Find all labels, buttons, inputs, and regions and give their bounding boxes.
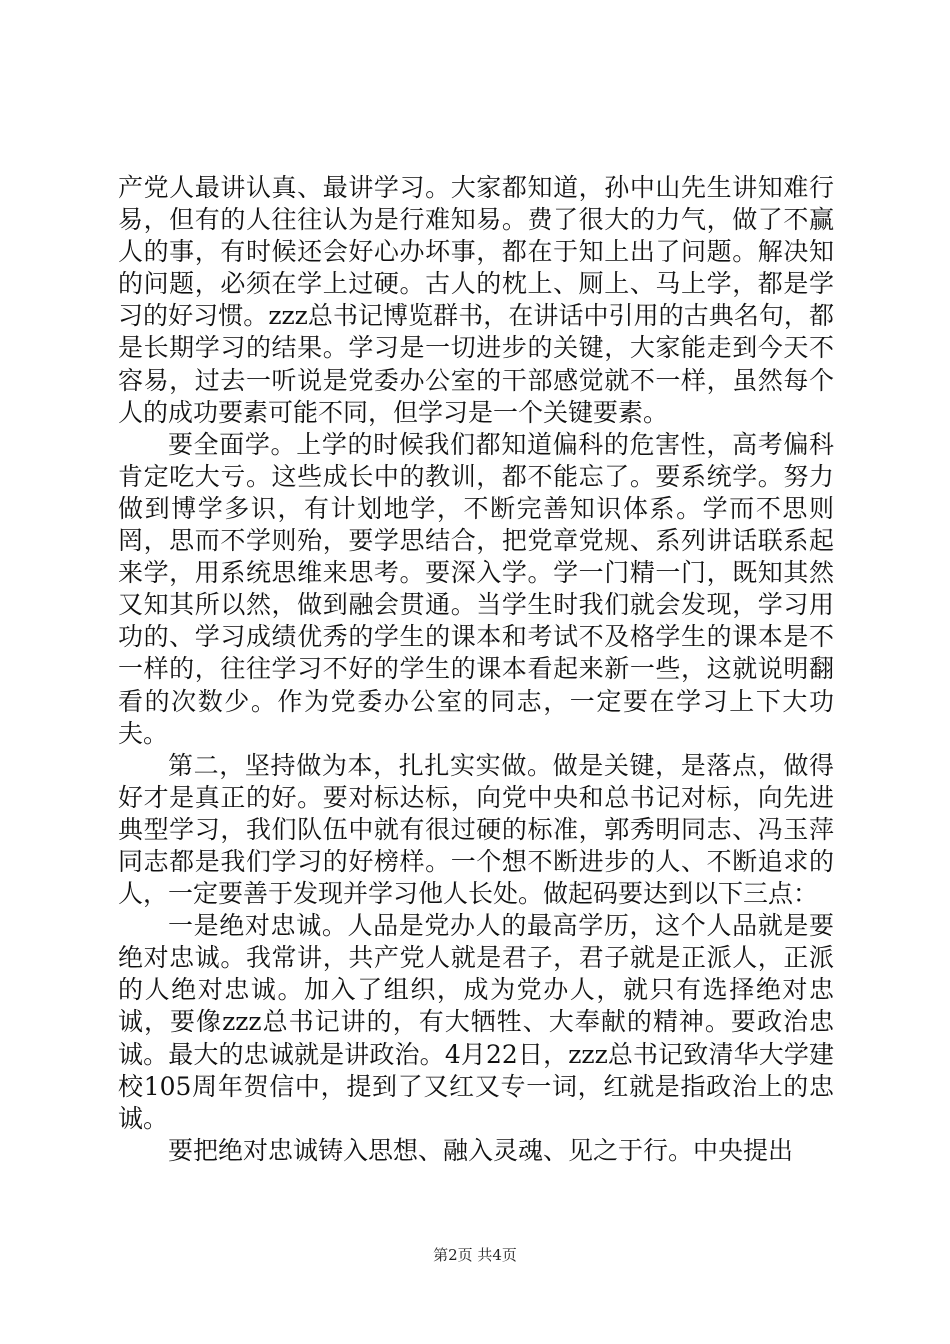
- paragraph-4: 一是绝对忠诚。人品是党办人的最高学历，这个人品就是要绝对忠诚。我常讲，共产党人就是君子，君子就是正派人，正派的人绝对忠诚。加入了组织，成为党办人，就只有选择绝对忠诚，要像zzz总书记讲的，有大牺牲、大奉献的精神。要政治忠诚。最大的忠诚就是讲政治。4月22日，zzz总书记致清华大学建校105周年贺信中，提到了又红又专一词，红就是指政治上的忠诚。: [118, 911, 834, 1133]
- paragraph-5: 要把绝对忠诚铸入思想、融入灵魂、见之于行。中央提出: [168, 1135, 794, 1165]
- paragraph-1: 产党人最讲认真、最讲学习。大家都知道，孙中山先生讲知难行易，但有的人往往认为是行难知易。费了很大的力气，做了不赢人的事，有时候还会好心办坏事，都在于知上出了问题。解决知的问题，必须在学上过硬。古人的枕上、厕上、马上学，都是学习的好习惯。zzz总书记博览群书，在讲话中引用的古典名句，都是长期学习的结果。学习是一切进步的关键，大家能走到今天不容易，过去一听说是党委办公室的干部感觉就不一样，虽然每个人的成功要素可能不同，但学习是一个关键要素。: [118, 173, 834, 427]
- document-body: [118, 172, 834, 1167]
- page-number-footer: 第2页 共4页: [433, 1246, 517, 1264]
- paragraph-2: 要全面学。上学的时候我们都知道偏科的危害性，高考偏科肯定吃大亏。这些成长中的教训，都不能忘了。要系统学。努力做到博学多识，有计划地学，不断完善知识体系。学而不思则罔，思而不学则殆，要学思结合，把党章党规、系列讲话联系起来学，用系统思维来思考。要深入学。学一门精一门，既知其然又知其所以然，做到融会贯通。当学生时我们就会发现，学习用功的、学习成绩优秀的学生的课本和考试不及格学生的课本是不一样的，往往学习不好的学生的课本看起来新一些，这就说明翻看的次数少。作为党委办公室的同志，一定要在学习上下大功夫。: [118, 429, 834, 748]
- paragraph-3: 第二，坚持做为本，扎扎实实做。做是关键，是落点，做得好才是真正的好。要对标达标，向党中央和总书记对标，向先进典型学习，我们队伍中就有很过硬的标准，郭秀明同志、冯玉萍同志都是我们学习的好榜样。一个想不断进步的人、不断追求的人，一定要善于发现并学习他人长处。做起码要达到以下三点：: [118, 750, 834, 909]
